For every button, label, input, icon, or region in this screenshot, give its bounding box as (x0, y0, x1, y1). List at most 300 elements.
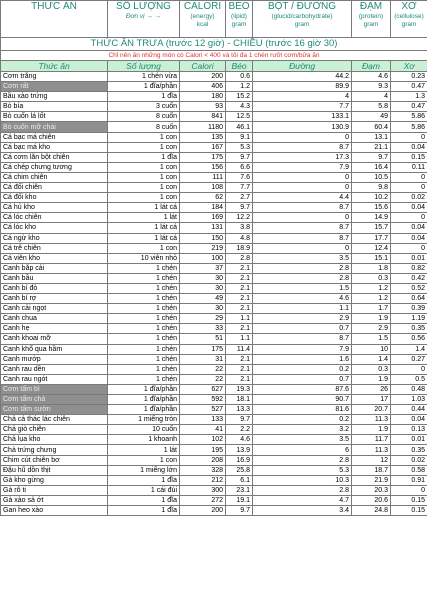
table-row (1, 203, 427, 213)
table-row (1, 354, 427, 364)
cell-fiber: 0.27 (391, 354, 427, 364)
cell-carb: 90.7 (253, 395, 352, 405)
cell-carb: 2.8 (253, 485, 352, 495)
table-row (1, 304, 427, 314)
cell-protein: 1.9 (352, 374, 391, 384)
header-quantity: SỐ LƯỢNG Đơn vị → → (108, 1, 180, 38)
cell-quantity: 1 đĩa/phần (108, 82, 180, 92)
cell-calories: 200 (180, 72, 226, 82)
cell-calories: 37 (180, 263, 226, 273)
col-carb: Đường (253, 61, 352, 72)
cell-quantity: 1 miếng tròn (108, 415, 180, 425)
cell-calories: 22 (180, 364, 226, 374)
table-row (1, 455, 427, 465)
cell-carb: 44.2 (253, 72, 352, 82)
cell-protein: 1.4 (352, 354, 391, 364)
col-food: Thức ăn (1, 61, 108, 72)
cell-fiber: 0.15 (391, 152, 427, 162)
cell-quantity: 1 con (108, 455, 180, 465)
cell-protein: 12.4 (352, 243, 391, 253)
cell-fiber: 0.23 (391, 72, 427, 82)
cell-food-name: Cá bạc má chiên (1, 132, 108, 142)
cell-fat: 9.7 (226, 506, 253, 516)
cell-quantity: 1 lát cá (108, 223, 180, 233)
cell-quantity: 1 đĩa/phần (108, 405, 180, 415)
cell-fat: 2.1 (226, 354, 253, 364)
cell-fat: 2.1 (226, 364, 253, 374)
cell-fat: 11.4 (226, 344, 253, 354)
cell-calories: 111 (180, 172, 226, 182)
cell-calories: 51 (180, 334, 226, 344)
cell-protein: 16.4 (352, 162, 391, 172)
cell-food-name: Cơm tấm bì (1, 384, 108, 394)
cell-calories: 102 (180, 435, 226, 445)
cell-fiber: 0 (391, 172, 427, 182)
cell-food-name: Bò bía (1, 102, 108, 112)
cell-carb: 0 (253, 213, 352, 223)
cell-protein: 9.8 (352, 183, 391, 193)
table-row (1, 344, 427, 354)
cell-carb: 3.5 (253, 253, 352, 263)
cell-fat: 4.6 (226, 435, 253, 445)
cell-carb: 7.9 (253, 344, 352, 354)
cell-fat: 9.1 (226, 132, 253, 142)
cell-calories: 184 (180, 203, 226, 213)
table-row (1, 122, 427, 132)
cell-carb: 8.7 (253, 233, 352, 243)
cell-food-name: Chả giò chiên (1, 425, 108, 435)
cell-carb: 2.8 (253, 273, 352, 283)
col-calories: Calori (180, 61, 226, 72)
cell-fat: 13.9 (226, 445, 253, 455)
cell-fat: 2.1 (226, 263, 253, 273)
cell-food-name: Canh cải ngọt (1, 304, 108, 314)
column-header-row (1, 61, 427, 72)
cell-fat: 2.1 (226, 304, 253, 314)
cell-fiber: 0.58 (391, 465, 427, 475)
cell-quantity: 1 con (108, 162, 180, 172)
cell-fat: 9.7 (226, 152, 253, 162)
cell-quantity: 1 chén (108, 344, 180, 354)
cell-protein: 1.2 (352, 294, 391, 304)
cell-carb: 2.8 (253, 455, 352, 465)
table-row (1, 475, 427, 485)
cell-calories: 841 (180, 112, 226, 122)
cell-quantity: 1 đĩa (108, 152, 180, 162)
cell-fiber: 0.01 (391, 253, 427, 263)
cell-food-name: Gà kho gừng (1, 475, 108, 485)
cell-fat: 15.2 (226, 92, 253, 102)
cell-quantity: 8 cuốn (108, 112, 180, 122)
cell-calories: 30 (180, 304, 226, 314)
cell-fiber: 0.04 (391, 415, 427, 425)
cell-quantity: 1 con (108, 193, 180, 203)
cell-calories: 219 (180, 243, 226, 253)
table-row (1, 314, 427, 324)
cell-calories: 62 (180, 193, 226, 203)
cell-fiber: 0.15 (391, 506, 427, 516)
cell-carb: 133.1 (253, 112, 352, 122)
cell-quantity: 1 đĩa/phần (108, 395, 180, 405)
cell-carb: 1.1 (253, 304, 352, 314)
cell-carb: 8.7 (253, 203, 352, 213)
table-row (1, 263, 427, 273)
cell-carb: 4.7 (253, 495, 352, 505)
cell-food-name: Cá lóc chiên (1, 213, 108, 223)
cell-fiber: 1.3 (391, 92, 427, 102)
cell-protein: 24.8 (352, 506, 391, 516)
header-fat: BÉO (lipid) gram (226, 1, 253, 38)
cell-protein: 20.6 (352, 495, 391, 505)
cell-fiber: 0.44 (391, 405, 427, 415)
cell-fiber: 5.86 (391, 112, 427, 122)
cell-food-name: Canh bí đỏ (1, 283, 108, 293)
cell-food-name: Cá đối kho (1, 193, 108, 203)
table-row (1, 102, 427, 112)
table-row (1, 152, 427, 162)
cell-food-name: Cá hú kho (1, 203, 108, 213)
cell-food-name: Cá chép chưng tương (1, 162, 108, 172)
cell-fiber: 1.4 (391, 344, 427, 354)
cell-calories: 195 (180, 445, 226, 455)
cell-carb: 0.7 (253, 374, 352, 384)
cell-food-name: Canh bắp cải (1, 263, 108, 273)
cell-calories: 167 (180, 142, 226, 152)
cell-carb: 0 (253, 243, 352, 253)
cell-food-name: Cá chim chiên (1, 172, 108, 182)
table-row (1, 253, 427, 263)
cell-food-name: Cơm trắng (1, 72, 108, 82)
cell-protein: 0.3 (352, 364, 391, 374)
cell-quantity: 1 chén (108, 283, 180, 293)
cell-fiber: 0 (391, 485, 427, 495)
table-row (1, 142, 427, 152)
cell-fat: 2.7 (226, 193, 253, 203)
cell-fiber: 5.86 (391, 122, 427, 132)
cell-carb: 7.7 (253, 102, 352, 112)
section-note: Chỉ nên ăn những món có Calori < 400 và tối đa 1 chén rưỡi cơm/bữa ăn (1, 51, 427, 61)
cell-calories: 30 (180, 283, 226, 293)
table-row (1, 405, 427, 415)
cell-fiber: 0 (391, 132, 427, 142)
cell-carb: 4 (253, 92, 352, 102)
cell-carb: 0.7 (253, 324, 352, 334)
cell-calories: 31 (180, 354, 226, 364)
cell-quantity: 1 chén (108, 354, 180, 364)
cell-food-name: Gà xào sả ớt (1, 495, 108, 505)
cell-food-name: Cơm rất (1, 82, 108, 92)
cell-carb: 3.5 (253, 435, 352, 445)
col-fiber: Xơ (391, 61, 427, 72)
cell-protein: 15.1 (352, 253, 391, 263)
cell-calories: 131 (180, 223, 226, 233)
col-fat: Béo (226, 61, 253, 72)
cell-fiber: 0.02 (391, 455, 427, 465)
table-row (1, 485, 427, 495)
cell-quantity: 1 con (108, 142, 180, 152)
cell-quantity: 1 miếng lớn (108, 465, 180, 475)
cell-carb: 7.9 (253, 162, 352, 172)
cell-fat: 46.1 (226, 122, 253, 132)
cell-fat: 4.8 (226, 233, 253, 243)
cell-protein: 20.7 (352, 405, 391, 415)
table-row (1, 334, 427, 344)
cell-quantity: 1 đĩa (108, 495, 180, 505)
cell-protein: 9.7 (352, 152, 391, 162)
cell-fat: 19.1 (226, 495, 253, 505)
cell-fiber: 0.42 (391, 273, 427, 283)
cell-protein: 14.9 (352, 213, 391, 223)
cell-quantity: 1 đĩa (108, 92, 180, 102)
table-row (1, 112, 427, 122)
cell-fiber: 0.39 (391, 304, 427, 314)
col-quantity: Số lượng (108, 61, 180, 72)
cell-food-name: Cá đối chiên (1, 183, 108, 193)
cell-food-name: Cá lóc kho (1, 223, 108, 233)
cell-quantity: 1 chén (108, 314, 180, 324)
cell-fiber: 0.64 (391, 294, 427, 304)
table-row (1, 364, 427, 374)
cell-quantity: 1 khoanh (108, 435, 180, 445)
cell-fat: 9.7 (226, 203, 253, 213)
table-row (1, 435, 427, 445)
cell-food-name: Canh bầu (1, 273, 108, 283)
table-row (1, 506, 427, 516)
cell-fat: 18.9 (226, 243, 253, 253)
cell-protein: 1.2 (352, 283, 391, 293)
table-row (1, 384, 427, 394)
cell-food-name: Bò cuốn lá lốt (1, 112, 108, 122)
cell-calories: 527 (180, 405, 226, 415)
cell-quantity: 1 đĩa (108, 475, 180, 485)
cell-calories: 108 (180, 183, 226, 193)
table-row (1, 162, 427, 172)
cell-carb: 8.7 (253, 223, 352, 233)
cell-protein: 26 (352, 384, 391, 394)
cell-fiber: 0.04 (391, 233, 427, 243)
cell-carb: 0.2 (253, 364, 352, 374)
table-row (1, 82, 427, 92)
cell-fat: 5.3 (226, 142, 253, 152)
cell-calories: 627 (180, 384, 226, 394)
cell-protein: 17.7 (352, 233, 391, 243)
cell-food-name: Cá ngừ kho (1, 233, 108, 243)
table-row (1, 213, 427, 223)
cell-carb: 0 (253, 183, 352, 193)
cell-calories: 135 (180, 132, 226, 142)
header-carb: BỘT / ĐƯỜNG (glucid/carbohydrate) gram (253, 1, 352, 38)
table-row (1, 294, 427, 304)
cell-quantity: 1 chén (108, 263, 180, 273)
cell-fat: 23.1 (226, 485, 253, 495)
cell-protein: 11.3 (352, 445, 391, 455)
cell-fiber: 1.19 (391, 314, 427, 324)
cell-protein: 21.9 (352, 475, 391, 485)
cell-fiber: 0 (391, 364, 427, 374)
cell-fat: 18.1 (226, 395, 253, 405)
cell-fiber: 0.04 (391, 223, 427, 233)
note-row (1, 51, 427, 61)
cell-fiber: 0.01 (391, 435, 427, 445)
cell-food-name: Cá trê chiên (1, 243, 108, 253)
cell-calories: 133 (180, 415, 226, 425)
table-row (1, 374, 427, 384)
cell-quantity: 1 con (108, 132, 180, 142)
cell-fat: 9.7 (226, 415, 253, 425)
cell-quantity: 1 đĩa (108, 506, 180, 516)
cell-food-name: Gan heo xào (1, 506, 108, 516)
cell-fiber: 0 (391, 213, 427, 223)
cell-quantity: 8 cuốn (108, 122, 180, 132)
cell-calories: 29 (180, 314, 226, 324)
cell-carb: 81.6 (253, 405, 352, 415)
cell-calories: 30 (180, 273, 226, 283)
cell-carb: 10.3 (253, 475, 352, 485)
cell-calories: 1180 (180, 122, 226, 132)
table-row (1, 465, 427, 475)
header-calories: CALORI (energy) kcal (180, 1, 226, 38)
cell-food-name: Đậu hũ dồn thịt (1, 465, 108, 475)
table-row (1, 72, 427, 82)
cell-calories: 200 (180, 506, 226, 516)
cell-fat: 0.6 (226, 72, 253, 82)
section-title: THỨC ĂN TRƯA (trước 12 giờ) - CHIỀU (trước 16 giờ 30) (1, 38, 427, 51)
cell-fat: 19.3 (226, 384, 253, 394)
cell-protein: 0.3 (352, 273, 391, 283)
cell-food-name: Cá bạc má kho (1, 142, 108, 152)
cell-quantity: 1 chén vừa (108, 72, 180, 82)
cell-fiber: 0.35 (391, 445, 427, 455)
cell-protein: 4.6 (352, 72, 391, 82)
cell-carb: 5.3 (253, 465, 352, 475)
cell-food-name: Cá viên kho (1, 253, 108, 263)
table-row (1, 324, 427, 334)
cell-quantity: 1 chén (108, 374, 180, 384)
cell-protein: 2.9 (352, 324, 391, 334)
cell-fat: 2.8 (226, 253, 253, 263)
cell-fiber: 0.13 (391, 425, 427, 435)
cell-food-name: Canh mướp (1, 354, 108, 364)
cell-fiber: 0.35 (391, 324, 427, 334)
table-row (1, 395, 427, 405)
cell-fiber: 0.11 (391, 162, 427, 172)
cell-protein: 11.3 (352, 415, 391, 425)
cell-protein: 10.2 (352, 193, 391, 203)
table-row (1, 273, 427, 283)
cell-fiber: 0 (391, 183, 427, 193)
cell-fiber: 0 (391, 243, 427, 253)
cell-quantity: 1 cái đùi (108, 485, 180, 495)
cell-protein: 20.3 (352, 485, 391, 495)
cell-food-name: Canh khổ qua hầm (1, 344, 108, 354)
cell-fiber: 1.03 (391, 395, 427, 405)
cell-fat: 13.3 (226, 405, 253, 415)
cell-calories: 49 (180, 294, 226, 304)
cell-food-name: Canh rau dền (1, 364, 108, 374)
header-row (1, 1, 427, 38)
cell-fiber: 0.04 (391, 142, 427, 152)
cell-calories: 169 (180, 213, 226, 223)
cell-fat: 4.3 (226, 102, 253, 112)
cell-carb: 6 (253, 445, 352, 455)
table-row (1, 132, 427, 142)
table-row (1, 425, 427, 435)
cell-fat: 7.6 (226, 172, 253, 182)
cell-quantity: 1 con (108, 183, 180, 193)
cell-carb: 89.9 (253, 82, 352, 92)
header-food: THỨC ĂN (1, 1, 108, 38)
cell-quantity: 1 đĩa/phần (108, 384, 180, 394)
cell-fat: 6.6 (226, 162, 253, 172)
table-row (1, 495, 427, 505)
cell-quantity: 1 lát (108, 445, 180, 455)
cell-calories: 272 (180, 495, 226, 505)
cell-protein: 15.6 (352, 203, 391, 213)
header-protein: ĐẠM (protein) gram (352, 1, 391, 38)
cell-fiber: 0.47 (391, 102, 427, 112)
cell-protein: 11.7 (352, 435, 391, 445)
cell-calories: 93 (180, 102, 226, 112)
cell-fiber: 0.15 (391, 495, 427, 505)
cell-calories: 208 (180, 455, 226, 465)
cell-food-name: Gà rô ti (1, 485, 108, 495)
cell-quantity: 1 lát (108, 213, 180, 223)
table-row (1, 243, 427, 253)
cell-carb: 8.7 (253, 142, 352, 152)
cell-carb: 1.6 (253, 354, 352, 364)
cell-fat: 2.2 (226, 425, 253, 435)
cell-calories: 180 (180, 92, 226, 102)
cell-fat: 1.1 (226, 314, 253, 324)
cell-carb: 0 (253, 132, 352, 142)
header-fiber: XƠ (cellulose) gram (391, 1, 427, 38)
cell-protein: 10.5 (352, 172, 391, 182)
cell-food-name: Chả lụa kho (1, 435, 108, 445)
cell-quantity: 1 lát cá (108, 233, 180, 243)
cell-protein: 49 (352, 112, 391, 122)
cell-food-name: Canh bí rợ (1, 294, 108, 304)
cell-food-name: Cơm tấm chả (1, 395, 108, 405)
cell-quantity: 10 cuốn (108, 425, 180, 435)
cell-quantity: 1 lát cá (108, 203, 180, 213)
cell-quantity: 1 chén (108, 364, 180, 374)
cell-calories: 592 (180, 395, 226, 405)
cell-calories: 328 (180, 465, 226, 475)
cell-calories: 22 (180, 374, 226, 384)
cell-food-name: Canh rau ngót (1, 374, 108, 384)
cell-fat: 12.5 (226, 112, 253, 122)
cell-carb: 87.6 (253, 384, 352, 394)
cell-fat: 2.1 (226, 374, 253, 384)
cell-carb: 4.4 (253, 193, 352, 203)
cell-fat: 2.1 (226, 273, 253, 283)
cell-fiber: 0.5 (391, 374, 427, 384)
cell-protein: 1.9 (352, 314, 391, 324)
cell-fiber: 0.56 (391, 334, 427, 344)
cell-fiber: 0.04 (391, 203, 427, 213)
cell-fiber: 0.52 (391, 283, 427, 293)
cell-carb: 0.2 (253, 415, 352, 425)
cell-protein: 5.8 (352, 102, 391, 112)
cell-fiber: 0.91 (391, 475, 427, 485)
table-row (1, 92, 427, 102)
cell-carb: 4.6 (253, 294, 352, 304)
cell-food-name: Cá cơm lăn bột chiên (1, 152, 108, 162)
cell-fat: 2.1 (226, 294, 253, 304)
cell-carb: 17.3 (253, 152, 352, 162)
cell-calories: 175 (180, 152, 226, 162)
cell-fat: 12.2 (226, 213, 253, 223)
